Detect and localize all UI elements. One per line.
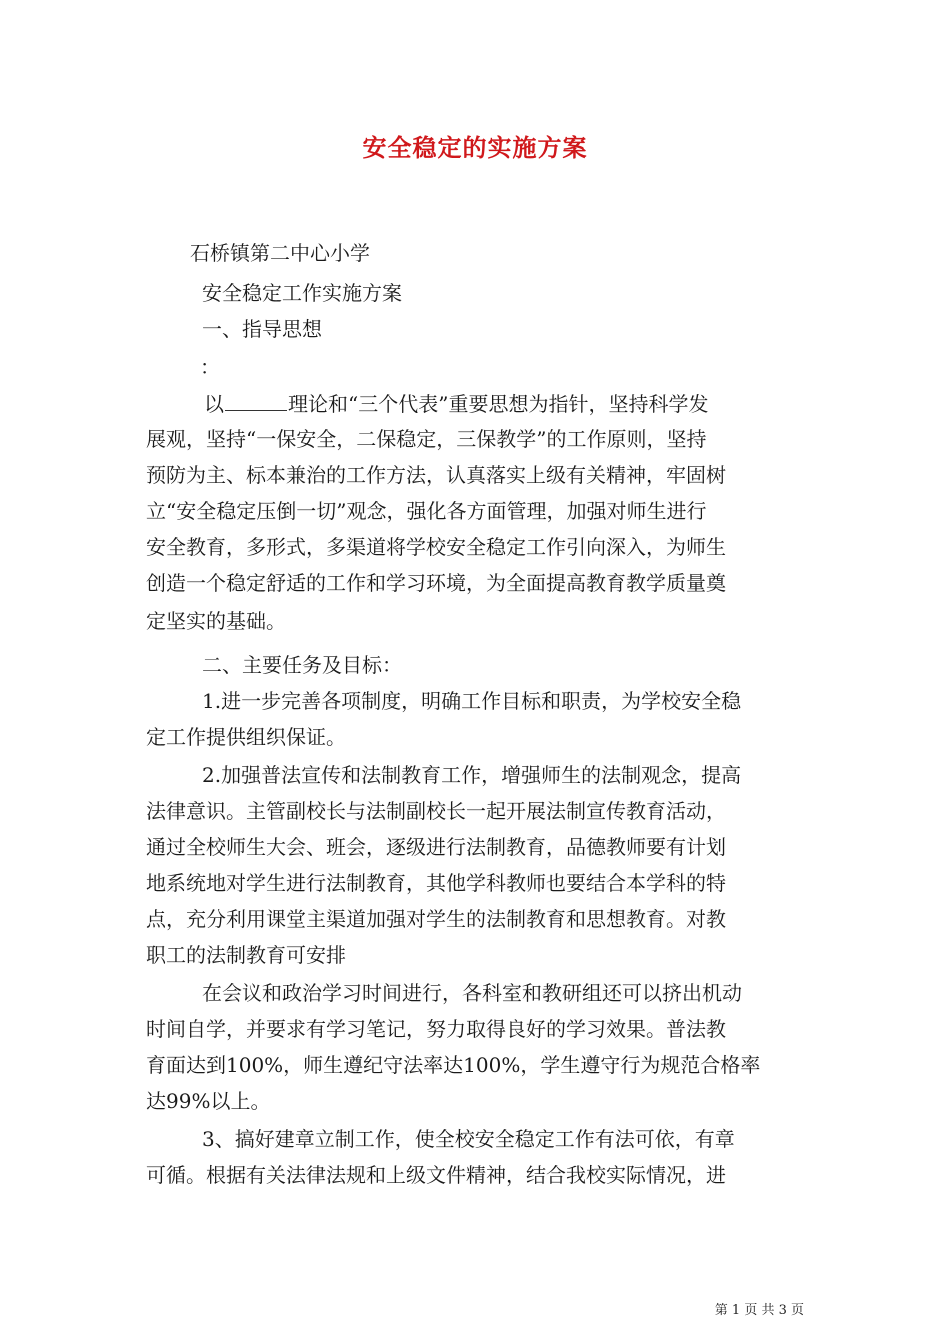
para1-line1-suffix: 理论和“三个代表”重要思想为指针，坚持科学发 [288,392,709,416]
para1-line5: 安全教育，多形式，多渠道将学校安全稳定工作引向深入，为师生 [146,535,726,559]
para3-line2: 时间自学，并要求有学习笔记，努力取得良好的学习效果。普法教 [146,1017,726,1041]
blank-underline [225,388,287,411]
para3-line3: 育面达到100%，师生遵纪守法率达100%，学生遵守行为规范合格率 [146,1053,761,1077]
item2-line3: 通过全校师生大会、班会，逐级进行法制教育，品德教师要有计划 [146,835,726,859]
para1-line1 [204,388,708,419]
page-number: 第 1 页 共 3 页 [714,1303,804,1318]
item3-line2: 可循。根据有关法律法规和上级文件精神，结合我校实际情况，进 [146,1163,726,1187]
section-heading-1: 一、指导思想 [202,317,322,341]
para1-line6: 创造一个稳定舒适的工作和学习环境，为全面提高教育教学质量奠 [146,571,726,595]
item2-line2: 法律意识。主管副校长与法制副校长一起开展法制宣传教育活动， [146,799,726,823]
item1-line2: 定工作提供组织保证。 [146,725,346,749]
para3-line1: 在会议和政治学习时间进行，各科室和教研组还可以挤出机动 [202,981,742,1005]
item3-line1: 3、搞好建章立制工作，使全校安全稳定工作有法可依，有章 [202,1127,735,1151]
para1-line1-prefix: 以 [204,392,224,416]
heading-colon: ： [200,355,220,379]
para1-line3: 预防为主、标本兼治的工作方法，认真落实上级有关精神，牢固树 [146,463,726,487]
para1-line2: 展观，坚持“一保安全，二保稳定，三保教学”的工作原则，坚持 [146,427,707,451]
item2-line1: 2.加强普法宣传和法制教育工作，增强师生的法制观念，提高 [202,763,742,787]
section-heading-2: 二、主要任务及目标： [202,653,402,677]
para3-line4: 达99%以上。 [146,1089,271,1113]
school-name: 石桥镇第二中心小学 [190,241,370,265]
para1-line4: 立“安全稳定压倒一切”观念，强化各方面管理，加强对师生进行 [146,499,707,523]
item2-line5: 点，充分利用课堂主渠道加强对学生的法制教育和思想教育。对教 [146,907,726,931]
item1-line1: 1.进一步完善各项制度，明确工作目标和职责，为学校安全稳 [202,689,742,713]
para1-line7: 定坚实的基础。 [146,609,286,633]
document-title: 安全稳定的实施方案 [362,134,588,162]
item2-line6: 职工的法制教育可安排 [146,943,346,967]
plan-name: 安全稳定工作实施方案 [202,281,402,305]
item2-line4: 地系统地对学生进行法制教育，其他学科教师也要结合本学科的特 [146,871,726,895]
